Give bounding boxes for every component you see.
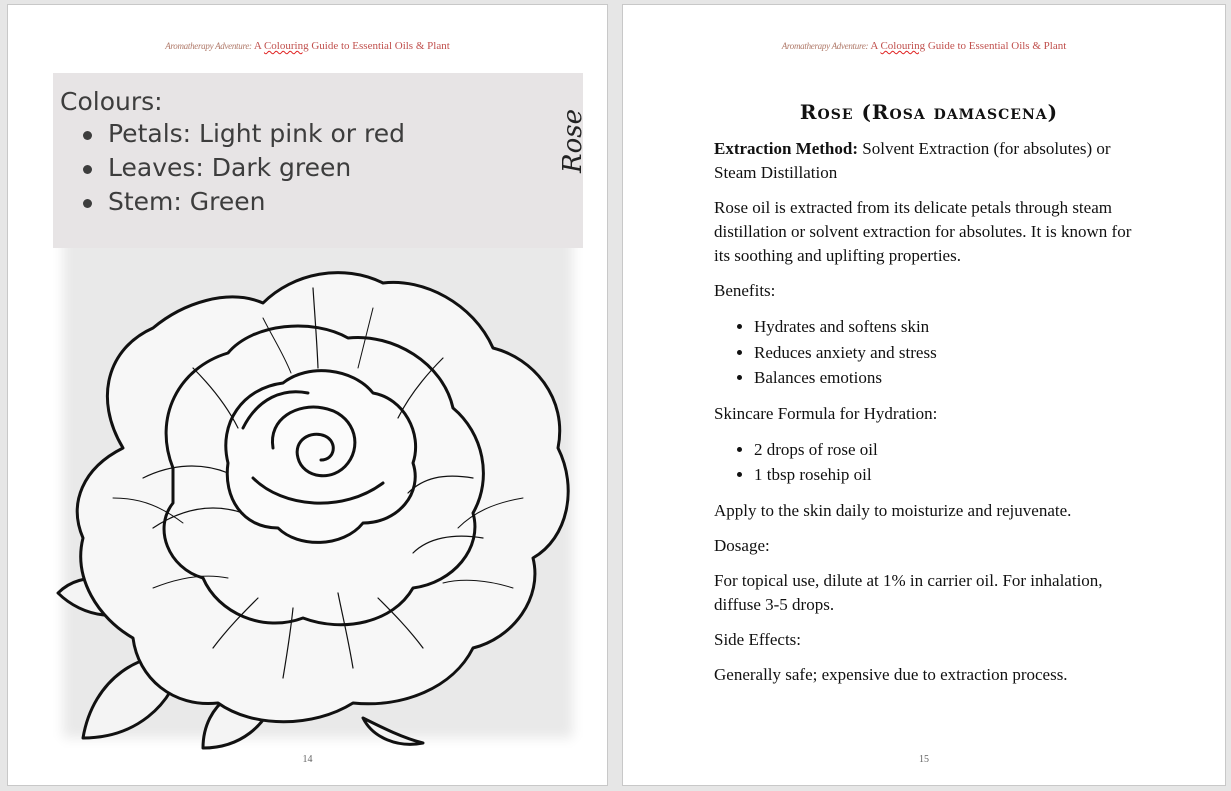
colour-item: Petals: Light pink or red [60,117,405,151]
colour-item: Leaves: Dark green [60,151,405,185]
header-script-title: Aromatherapy Adventure: [165,41,252,51]
side-effects-heading: Side Effects: [714,629,802,649]
header-spellcheck-word: Colouring [880,40,926,52]
document-body[interactable] [714,97,1144,698]
page-number: 15 [919,754,929,765]
extraction-label: Extraction Method: [714,139,859,158]
list-item: • Balances emotions [754,365,1144,391]
page-number: 14 [302,754,313,765]
coloring-illustration [53,73,588,748]
colours-panel [53,73,588,248]
extraction-value: Solvent Extraction (for absolutes) or Steam Distillation [714,139,1111,182]
formula-list [714,437,1144,488]
formula-heading: Skincare Formula for Hydration: [714,403,938,423]
extraction-method [714,137,1144,185]
colours-heading: Colours: [60,87,163,116]
rose-side-label: Rose [558,109,588,173]
running-header-left: Aromatherapy Adventure: A Colouring Guide to Essential Oils & Plant [165,40,450,52]
dosage-paragraph: For topical use, dilute at 1% in carrier oil. For inhalation, diffuse 3-5 drops. [714,570,1103,614]
benefits-list [714,314,1144,391]
description-paragraph: Rose oil is extracted from its delicate petals through steam distillation or solvent extraction for absolutes. It is known for its soothing and uplifting properties. [714,198,1132,265]
page-title: Rose (Rosa damascena) [799,100,1059,124]
page-left [7,4,608,786]
list-item: • 2 drops of rose oil [754,437,1144,463]
list-item: • 1 tbsp rosehip oil [754,462,1144,488]
running-header-right: Aromatherapy Adventure: A Colouring Guide to Essential Oils & Plant [781,40,1067,52]
colours-list [60,117,405,219]
list-item: • Reduces anxiety and stress [754,340,1144,366]
list-item: • Hydrates and softens skin [754,314,1144,340]
apply-paragraph: Apply to the skin daily to moisturize and rejuvenate. [714,500,1072,520]
page-right [622,4,1226,786]
benefits-heading: Benefits: [714,281,776,300]
header-spellcheck-word: Colouring [263,40,309,52]
header-script-title: Aromatherapy Adventure: [781,41,869,51]
dosage-heading: Dosage: [714,535,770,555]
colour-item: Stem: Green [60,185,405,219]
rose-line-art-icon [53,248,583,748]
side-effects-paragraph: Generally safe; expensive due to extraction process. [714,664,1068,684]
